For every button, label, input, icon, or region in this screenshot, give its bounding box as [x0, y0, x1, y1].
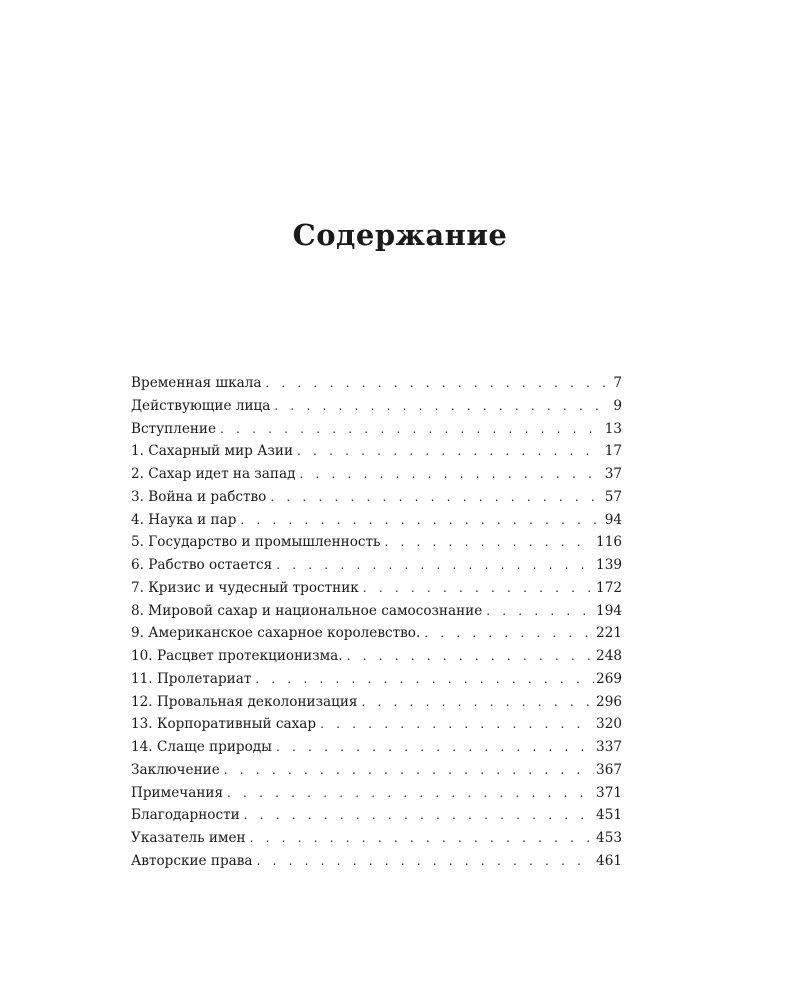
toc-entry[interactable]: [131, 827, 622, 850]
toc-leader-dots: [276, 736, 594, 759]
toc-leader-dots: [363, 577, 594, 600]
toc-leader-dots: [220, 418, 603, 441]
toc-entry-page: 94: [604, 511, 622, 528]
toc-entry-page: 461: [596, 852, 622, 869]
toc-leader-dots: [274, 395, 611, 418]
toc-entry-page: 7: [613, 375, 622, 391]
toc-leader-dots: [270, 486, 602, 509]
toc-entry[interactable]: [131, 759, 622, 782]
toc-entry-page: 17: [604, 443, 622, 460]
toc-leader-dots: [250, 827, 594, 850]
toc-entry[interactable]: [131, 691, 622, 714]
toc-entry-page: 13: [604, 420, 622, 437]
toc-entry[interactable]: [131, 645, 622, 668]
toc-leader-dots: [361, 691, 594, 714]
toc-entry[interactable]: [131, 782, 622, 805]
toc-entry-page: 37: [604, 466, 622, 482]
toc-entry[interactable]: [131, 600, 622, 623]
toc-entry-page: 453: [596, 830, 622, 846]
toc-entry-label: Авторские права: [131, 852, 253, 869]
toc-leader-dots: [255, 668, 594, 691]
toc-entry[interactable]: [131, 736, 622, 759]
toc-leader-dots: [240, 509, 602, 532]
toc-entry-label: 3. Война и рабство: [131, 488, 267, 505]
toc-leader-dots: [224, 759, 594, 782]
toc-entry[interactable]: [131, 668, 622, 691]
toc-entry[interactable]: [131, 395, 622, 418]
toc-entry[interactable]: [131, 554, 622, 577]
toc-leader-dots: [257, 850, 595, 873]
toc-leader-dots: [320, 713, 594, 736]
toc-entry[interactable]: [131, 372, 622, 395]
toc-leader-dots: [297, 440, 603, 463]
toc-entry-page: 116: [596, 534, 622, 551]
toc-entry-label: 5. Государство и промышленность: [131, 534, 381, 551]
toc-entry-page: 451: [596, 807, 622, 824]
toc-entry[interactable]: [131, 418, 622, 441]
toc-entry[interactable]: [131, 713, 622, 736]
toc-entry[interactable]: [131, 804, 622, 827]
toc-entry-label: 1. Сахарный мир Азии: [131, 443, 294, 460]
toc-entry[interactable]: [131, 531, 622, 554]
toc-entry-label: 10. Расцвет протекционизма.: [131, 648, 343, 664]
toc-leader-dots: [299, 463, 602, 486]
toc-entry-label: Благодарности: [131, 807, 240, 824]
toc-entry-page: 296: [596, 693, 622, 710]
toc-leader-dots: [265, 372, 611, 395]
toc-entry[interactable]: [131, 463, 622, 486]
toc-entry-label: Заключение: [131, 761, 220, 778]
toc-entry-page: 248: [596, 648, 622, 664]
toc-entry-label: 11. Пролетариат: [131, 670, 252, 687]
toc-entry-label: 7. Кризис и чудесный тростник: [131, 579, 359, 596]
toc-entry-page: 172: [596, 579, 622, 596]
toc-leader-dots: [276, 554, 594, 577]
toc-entry[interactable]: [131, 440, 622, 463]
toc-entry-label: Действующие лица: [131, 397, 271, 414]
toc-leader-dots: [244, 804, 594, 827]
toc-entry-label: 9. Американское сахарное королевство.: [131, 625, 421, 642]
toc-entry[interactable]: [131, 486, 622, 509]
toc-leader-dots: [227, 782, 594, 805]
toc-entry-page: 337: [596, 739, 622, 755]
table-of-contents: [131, 372, 622, 873]
page-title: Содержание: [292, 218, 508, 252]
toc-leader-dots: [424, 622, 594, 645]
toc-entry-label: 8. Мировой сахар и национальное самосознание: [131, 602, 483, 619]
toc-entry-page: 194: [596, 602, 622, 619]
toc-entry-page: 320: [596, 716, 622, 733]
toc-entry-page: 9: [613, 397, 622, 414]
toc-entry-label: 12. Провальная деколонизация: [131, 693, 358, 710]
toc-entry-page: 367: [596, 761, 622, 778]
toc-entry-label: Временная шкала: [131, 375, 262, 391]
toc-entry[interactable]: [131, 622, 622, 645]
toc-entry-page: 371: [596, 784, 622, 801]
toc-leader-dots: [347, 645, 594, 668]
toc-entry-label: Вступление: [131, 420, 217, 437]
toc-entry-page: 139: [596, 557, 622, 573]
toc-leader-dots: [384, 531, 594, 554]
toc-entry-page: 57: [604, 488, 622, 505]
toc-entry-label: 2. Сахар идет на запад: [131, 466, 296, 482]
toc-entry-label: Указатель имен: [131, 830, 246, 846]
toc-entry-label: Примечания: [131, 784, 224, 801]
toc-entry-label: 6. Рабство остается: [131, 557, 273, 573]
toc-leader-dots: [486, 600, 594, 623]
toc-entry[interactable]: [131, 509, 622, 532]
toc-entry-label: 13. Корпоративный сахар: [131, 716, 317, 733]
toc-entry[interactable]: [131, 577, 622, 600]
toc-entry[interactable]: [131, 850, 622, 873]
toc-entry-page: 269: [596, 670, 622, 687]
toc-entry-label: 4. Наука и пар: [131, 511, 237, 528]
toc-entry-page: 221: [596, 625, 622, 642]
toc-entry-label: 14. Слаще природы: [131, 739, 272, 755]
